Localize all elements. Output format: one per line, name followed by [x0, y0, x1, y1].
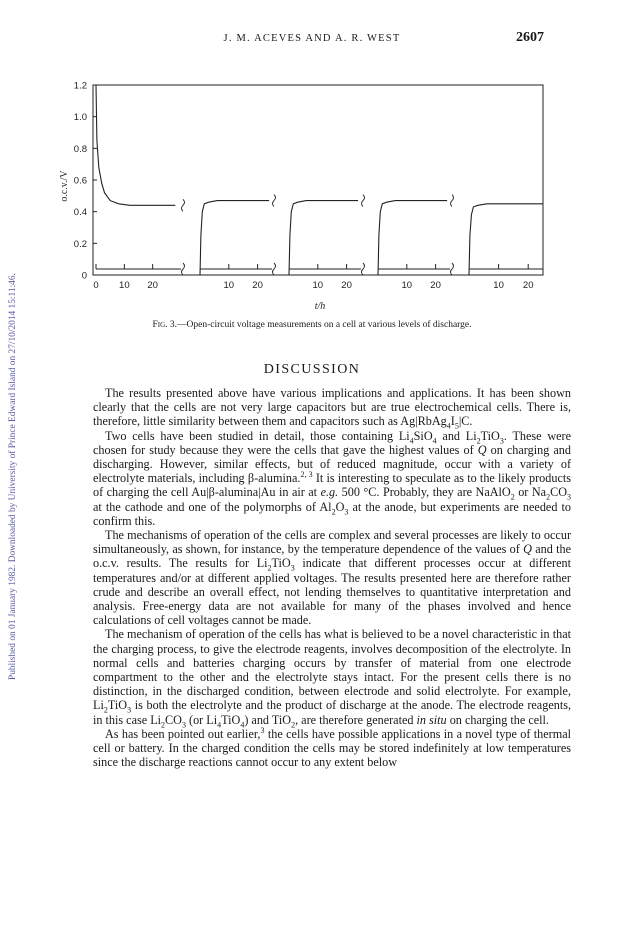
y-tick-label: 0.4	[73, 207, 87, 219]
figure-caption	[0, 320, 624, 330]
ocv-curve-5	[469, 204, 543, 275]
y-tick-label: 1.0	[73, 112, 87, 124]
x-tick-label: 20	[252, 280, 263, 291]
x-tick-label: 20	[430, 280, 441, 291]
axis-break-mark	[182, 263, 185, 275]
axis-break-mark	[182, 199, 185, 211]
header-authors: J. M. ACEVES AND A. R. WEST	[223, 33, 401, 44]
axis-break-mark	[273, 263, 276, 275]
x-tick-label: 20	[522, 280, 534, 291]
axis-break-mark	[451, 263, 454, 275]
x-tick-label: 10	[119, 280, 130, 291]
figure-caption-text: —Open-circuit voltage measurements on a cell at various levels of discharge.	[177, 320, 472, 330]
x-tick-label: 20	[147, 280, 158, 291]
figure-label: Fig. 3.	[152, 320, 178, 330]
paragraph-4: The mechanism of operation of the cells has what is believed to be a novel characteristic in that the charging process, to give the electrode reagents, involves decomposition of the electrolyte. In normal cells and batteries charging occurs by transfer of material from one electrode compartment to the other and the electrolyte stays intact. For the present cells there is no distinction, in the discharged condition, between electrode and solid electrolyte. For example, $Li_2TiO_3$ is both the electrolyte and the product of discharge at the anode. The electrode reagents, in this case $Li_2CO_3$ (or $Li_4TiO_4$) and TiO$_2$, are therefore generated in situ on charging the cell.	[93, 627, 571, 730]
y-tick-label: 1.2	[73, 80, 87, 92]
x-tick-label: 10	[312, 280, 324, 291]
x-tick-label: 0	[93, 280, 99, 291]
axis-break-mark	[362, 263, 365, 275]
x-tick-label: 10	[223, 280, 235, 291]
ocv-chart	[58, 75, 558, 330]
paragraph-5: As has been pointed out earlier,$^3$ the cells have possible applications in a novel type of thermal cell or battery. In the charged condition the cells may be stored indefinitely at low temperatures since the discharge reactions cannot occur to any extent below	[93, 725, 571, 770]
body-text	[93, 386, 571, 769]
axis-break-mark	[362, 195, 365, 207]
ocv-curve-1	[96, 85, 175, 205]
ocv-curve-4	[378, 201, 447, 275]
paragraph-3: The mechanisms of operation of the cells are complex and several processes are likely to occur simultaneously, as shown, for instance, by the temperature dependence of the values of Q and the o.c.v. results. The results for $Li_2TiO_3$ indicate that different processes occur at different temperatures and/or at different applied voltages. The results presented here are therefore rather crude and describe an overall effect, not lending themselves to quantitative interpretation and analysis. Free-energy data are not available for many of the phases involved and hence calculations of cell voltages cannot be made.	[93, 528, 571, 628]
y-tick-label: 0.6	[73, 175, 87, 187]
paragraph-2: Two cells have been studied in detail, those containing $Li_4SiO_4$ and $Li_2TiO_3$. These were chosen for study because they were the cells that gave the highest values of Q on charging and discharging. However, similar effects, but of reduced magnitude, occur with a variety of electrolyte materials, including β-alumina.$^{2, 3}$ It is interesting to speculate as to the likely products of charging the cell Au|β-alumina|Au in air at e.g. 500 °C. Probably, they are NaAlO$_2$ or $Na_2CO_3$ at the cathode and one of the polymorphs of $Al_2O_3$ at the anode, but experiments are needed to confirm this.	[93, 428, 572, 528]
y-axis-label: o.c.v./V	[59, 170, 70, 202]
x-tick-label: 10	[493, 280, 504, 291]
x-axis-label: t/h	[314, 301, 326, 312]
publication-side-note: Published on 01 January 1982. Downloaded by University of Prince Edward Island on 27/10/2014 15:11:46.	[8, 273, 18, 680]
plot-frame	[93, 85, 543, 275]
ocv-curve-3	[289, 201, 358, 275]
running-header	[0, 30, 624, 50]
axis-break-mark	[273, 195, 276, 207]
page-number: 2607	[516, 30, 544, 45]
x-tick-label: 20	[341, 280, 352, 291]
x-tick-label: 10	[401, 280, 413, 291]
section-heading: DISCUSSION	[263, 362, 361, 377]
y-tick-label: 0.8	[73, 143, 87, 155]
paragraph-1: The results presented above have various implications and applications. It has been shown clearly that the cells are not very large capacitors but are true electrochemical cells. There is, therefore, little similarity between them and capacitors such as $Ag|RbAg_4I_5|C$.	[93, 386, 571, 431]
y-tick-label: 0.2	[73, 238, 87, 250]
ocv-curve-2	[200, 201, 269, 275]
y-tick-label: 0	[81, 270, 87, 282]
axis-break-mark	[451, 195, 454, 207]
